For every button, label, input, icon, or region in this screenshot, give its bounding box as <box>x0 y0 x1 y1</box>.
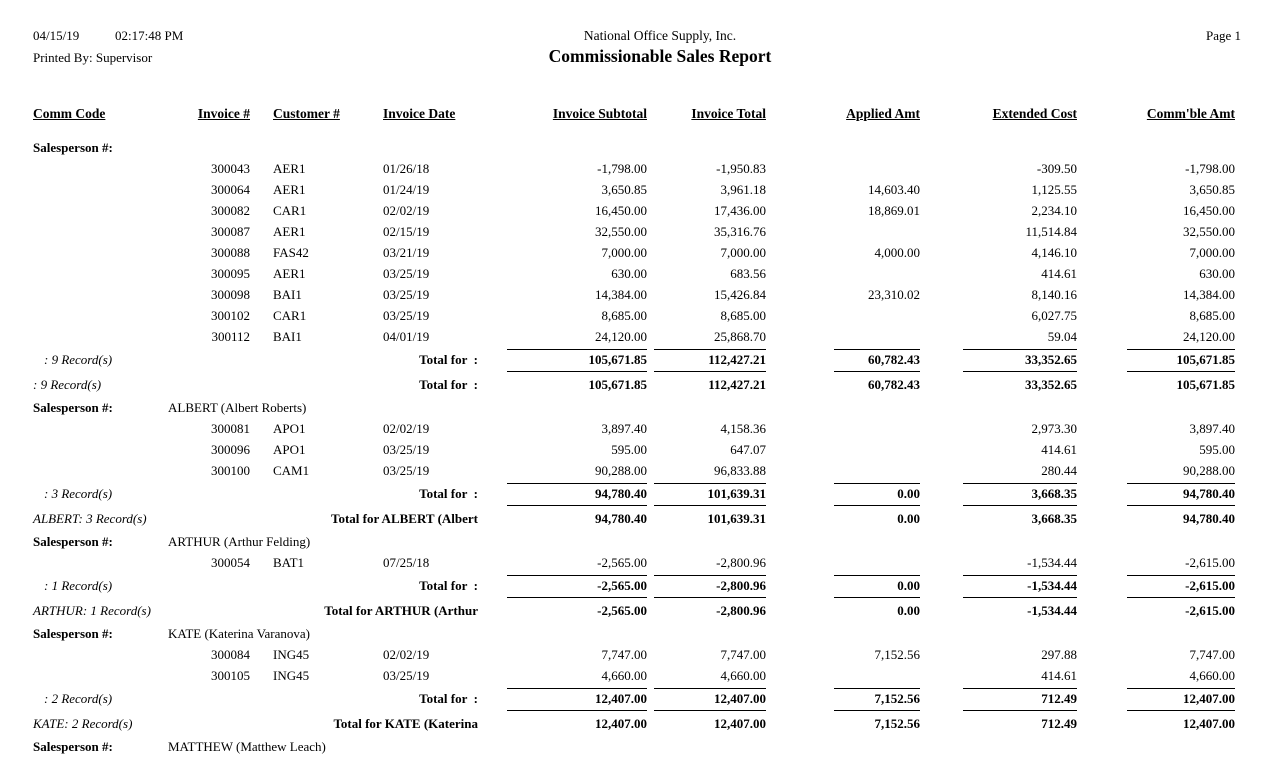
group-header-row <box>30 397 1235 418</box>
invoice-total-cell: 112,427.21 <box>708 377 766 392</box>
invoice-number-cell: 300105 <box>211 668 250 683</box>
invoice-number-cell: 300087 <box>211 224 250 239</box>
total-for-label: Total for : <box>419 578 478 593</box>
extended-cost-cell: 712.49 <box>963 688 1077 711</box>
invoice-total-cell: 112,427.21 <box>654 349 766 372</box>
extended-cost-cell: 11,514.84 <box>1025 224 1077 239</box>
commble-amt-cell: -1,798.00 <box>1185 161 1235 176</box>
extended-cost-cell: 33,352.65 <box>1025 377 1077 392</box>
salesperson-group <box>30 623 1235 736</box>
report-title: Commissionable Sales Report <box>548 46 772 66</box>
invoice-date-cell: 03/25/19 <box>383 287 430 302</box>
invoice-subtotal-cell: 24,120.00 <box>595 329 647 344</box>
customer-number-cell: AER1 <box>273 266 306 281</box>
commble-amt-cell: 595.00 <box>1199 442 1235 457</box>
total-for-label: Total for : <box>419 691 478 706</box>
record-count: : 2 Record(s) <box>44 691 113 706</box>
invoice-number-cell: 300081 <box>211 421 250 436</box>
invoice-date-cell: 03/25/19 <box>383 266 430 281</box>
column-header-commble-amt: Comm'ble Amt <box>1146 106 1235 121</box>
invoice-subtotal-cell: 94,780.40 <box>507 483 647 506</box>
printed-by: Printed By: Supervisor <box>33 50 153 65</box>
commble-amt-cell: 7,747.00 <box>1189 647 1235 662</box>
column-header-invoice-date: Invoice Date <box>383 106 456 121</box>
invoice-subtotal-cell: 630.00 <box>611 266 647 281</box>
invoice-date-cell: 01/24/19 <box>383 182 430 197</box>
invoice-total-cell: 683.56 <box>730 266 766 281</box>
applied-amt-cell: 7,152.56 <box>874 647 920 662</box>
applied-amt-cell: 7,152.56 <box>834 688 920 711</box>
total-for-label: Total for ARTHUR (Arthur <box>324 603 478 618</box>
column-header-row <box>30 103 1235 124</box>
invoice-number-cell: 300054 <box>211 555 250 570</box>
record-count: : 9 Record(s) <box>44 352 113 367</box>
invoice-row <box>30 665 1235 686</box>
report-body <box>30 137 1235 757</box>
column-header-comm-code: Comm Code <box>33 106 106 121</box>
invoice-subtotal-cell: 14,384.00 <box>595 287 647 302</box>
invoice-number-cell: 300096 <box>211 442 250 457</box>
applied-amt-cell: 4,000.00 <box>874 245 920 260</box>
invoice-row <box>30 305 1235 326</box>
extended-cost-cell: -1,534.44 <box>963 575 1077 598</box>
invoice-number-cell: 300100 <box>211 463 250 478</box>
invoice-row <box>30 221 1235 242</box>
invoice-total-cell: 7,000.00 <box>720 245 766 260</box>
invoice-total-cell: -2,800.96 <box>716 603 766 618</box>
extended-cost-cell: 59.04 <box>1047 329 1077 344</box>
report-date: 04/15/19 <box>33 28 80 43</box>
record-count: : 1 Record(s) <box>44 578 113 593</box>
total-for-label: Total for : <box>419 352 478 367</box>
applied-amt-cell: 0.00 <box>897 511 920 526</box>
group-header-row <box>30 137 1235 158</box>
customer-number-cell: BAT1 <box>273 555 305 570</box>
commble-amt-cell: 16,450.00 <box>1183 203 1235 218</box>
applied-amt-cell: 14,603.40 <box>868 182 920 197</box>
invoice-date-cell: 03/25/19 <box>383 442 430 457</box>
salesperson-name: ALBERT (Albert Roberts) <box>168 400 307 415</box>
customer-number-cell: FAS42 <box>273 245 309 260</box>
commble-amt-cell: 4,660.00 <box>1189 668 1235 683</box>
invoice-total-cell: -2,800.96 <box>716 555 766 570</box>
salesperson-group <box>30 531 1235 623</box>
invoice-number-cell: 300084 <box>211 647 250 662</box>
invoice-total-cell: 101,639.31 <box>707 511 766 526</box>
invoice-subtotal-cell: 90,288.00 <box>595 463 647 478</box>
column-header-extended-cost: Extended Cost <box>992 106 1077 121</box>
invoice-total-cell: 8,685.00 <box>720 308 766 323</box>
group-subtotal-row <box>30 481 1235 506</box>
column-header-customer-number: Customer # <box>273 106 340 121</box>
applied-amt-cell <box>766 439 920 460</box>
invoice-total-cell: 7,747.00 <box>720 647 766 662</box>
invoice-subtotal-cell: -2,565.00 <box>597 555 647 570</box>
invoice-subtotal-cell: -2,565.00 <box>507 575 647 598</box>
commble-amt-cell: 94,780.40 <box>1127 483 1235 506</box>
invoice-number-cell: 300043 <box>211 161 250 176</box>
invoice-total-cell: -1,950.83 <box>716 161 766 176</box>
invoice-date-cell: 02/15/19 <box>383 224 430 239</box>
invoice-date-cell: 03/25/19 <box>383 463 430 478</box>
record-count: KATE: 2 Record(s) <box>33 716 133 731</box>
salesperson-name: ARTHUR (Arthur Felding) <box>168 534 311 549</box>
commble-amt-cell: 90,288.00 <box>1183 463 1235 478</box>
column-header-applied-amt: Applied Amt <box>846 106 920 121</box>
salesperson-name: KATE (Katerina Varanova) <box>168 626 310 641</box>
customer-number-cell: AER1 <box>273 182 306 197</box>
commble-amt-cell: 32,550.00 <box>1183 224 1235 239</box>
invoice-row <box>30 326 1235 347</box>
extended-cost-cell: 414.61 <box>1041 442 1077 457</box>
invoice-number-cell: 300082 <box>211 203 250 218</box>
applied-amt-cell <box>766 418 920 439</box>
invoice-row <box>30 439 1235 460</box>
invoice-number-cell: 300098 <box>211 287 250 302</box>
total-for-label: Total for ALBERT (Albert <box>330 511 478 526</box>
invoice-number-cell: 300095 <box>211 266 250 281</box>
group-subtotal-row <box>30 573 1235 598</box>
invoice-total-cell: 35,316.76 <box>714 224 766 239</box>
group-total-row <box>30 711 1235 736</box>
customer-number-cell: AER1 <box>273 161 306 176</box>
group-total-row <box>30 506 1235 531</box>
applied-amt-cell: 0.00 <box>834 575 920 598</box>
column-header-invoice-total: Invoice Total <box>691 106 766 121</box>
commble-amt-cell: 12,407.00 <box>1127 688 1235 711</box>
invoice-number-cell: 300102 <box>211 308 250 323</box>
extended-cost-cell: 414.61 <box>1041 266 1077 281</box>
extended-cost-cell: -1,534.44 <box>1027 603 1077 618</box>
group-total-row <box>30 598 1235 623</box>
record-count: ALBERT: 3 Record(s) <box>33 511 147 526</box>
invoice-total-cell: 3,961.18 <box>720 182 766 197</box>
extended-cost-cell: -309.50 <box>1036 161 1077 176</box>
invoice-subtotal-cell: -1,798.00 <box>597 161 647 176</box>
invoice-row <box>30 263 1235 284</box>
applied-amt-cell: 60,782.43 <box>868 377 920 392</box>
invoice-total-cell: 4,660.00 <box>720 668 766 683</box>
invoice-number-cell: 300088 <box>211 245 250 260</box>
invoice-date-cell: 03/25/19 <box>383 668 430 683</box>
total-for-label: Total for KATE (Katerina <box>333 716 478 731</box>
commble-amt-cell: -2,615.00 <box>1127 575 1235 598</box>
applied-amt-cell: 0.00 <box>834 483 920 506</box>
customer-number-cell: CAR1 <box>273 203 307 218</box>
extended-cost-cell: 33,352.65 <box>963 349 1077 372</box>
invoice-subtotal-cell: 105,671.85 <box>588 377 647 392</box>
invoice-total-cell: 101,639.31 <box>654 483 766 506</box>
invoice-row <box>30 552 1235 573</box>
group-header-row <box>30 623 1235 644</box>
invoice-row <box>30 242 1235 263</box>
invoice-total-cell: 12,407.00 <box>654 688 766 711</box>
invoice-number-cell: 300112 <box>211 329 250 344</box>
invoice-subtotal-cell: -2,565.00 <box>597 603 647 618</box>
invoice-date-cell: 02/02/19 <box>383 421 430 436</box>
salesperson-label: Salesperson #: <box>33 626 113 641</box>
invoice-subtotal-cell: 32,550.00 <box>595 224 647 239</box>
salesperson-label: Salesperson #: <box>33 400 113 415</box>
invoice-date-cell: 01/26/18 <box>383 161 430 176</box>
applied-amt-cell <box>766 221 920 242</box>
extended-cost-cell: 1,125.55 <box>1031 182 1077 197</box>
invoice-total-cell: 17,436.00 <box>714 203 766 218</box>
extended-cost-cell: 414.61 <box>1041 668 1077 683</box>
invoice-subtotal-cell: 4,660.00 <box>601 668 647 683</box>
column-header-invoice-number: Invoice # <box>197 106 250 121</box>
customer-number-cell: BAI1 <box>273 287 302 302</box>
invoice-subtotal-cell: 8,685.00 <box>601 308 647 323</box>
applied-amt-cell <box>766 326 920 347</box>
record-count: : 3 Record(s) <box>44 486 113 501</box>
salesperson-label: Salesperson #: <box>33 739 113 754</box>
extended-cost-cell: 8,140.16 <box>1031 287 1077 302</box>
commble-amt-cell: -2,615.00 <box>1185 555 1235 570</box>
applied-amt-cell: 23,310.02 <box>868 287 920 302</box>
salesperson-label: Salesperson #: <box>33 534 113 549</box>
commble-amt-cell: 7,000.00 <box>1189 245 1235 260</box>
invoice-subtotal-cell: 105,671.85 <box>507 349 647 372</box>
commble-amt-cell: 12,407.00 <box>1183 716 1235 731</box>
salesperson-group <box>30 137 1235 397</box>
invoice-subtotal-cell: 7,000.00 <box>601 245 647 260</box>
invoice-number-cell: 300064 <box>211 182 250 197</box>
commble-amt-cell: 94,780.40 <box>1183 511 1235 526</box>
applied-amt-cell: 0.00 <box>897 603 920 618</box>
commble-amt-cell: 3,650.85 <box>1189 182 1235 197</box>
applied-amt-cell <box>766 665 920 686</box>
invoice-subtotal-cell: 7,747.00 <box>601 647 647 662</box>
total-for-label: Total for : <box>419 377 478 392</box>
applied-amt-cell <box>766 263 920 284</box>
invoice-total-cell: 96,833.88 <box>714 463 766 478</box>
invoice-subtotal-cell: 16,450.00 <box>595 203 647 218</box>
invoice-row <box>30 418 1235 439</box>
invoice-date-cell: 07/25/18 <box>383 555 430 570</box>
customer-number-cell: ING45 <box>273 668 310 683</box>
invoice-total-cell: 4,158.36 <box>720 421 766 436</box>
extended-cost-cell: 3,668.35 <box>963 483 1077 506</box>
applied-amt-cell: 7,152.56 <box>874 716 920 731</box>
invoice-row <box>30 644 1235 665</box>
invoice-date-cell: 03/21/19 <box>383 245 430 260</box>
customer-number-cell: APO1 <box>273 442 306 457</box>
report-time: 02:17:48 PM <box>115 28 184 43</box>
extended-cost-cell: 2,234.10 <box>1031 203 1077 218</box>
group-subtotal-row <box>30 347 1235 372</box>
customer-number-cell: APO1 <box>273 421 306 436</box>
invoice-date-cell: 02/02/19 <box>383 203 430 218</box>
invoice-row <box>30 284 1235 305</box>
company-name: National Office Supply, Inc. <box>583 28 737 43</box>
column-header-invoice-subtotal: Invoice Subtotal <box>552 106 647 121</box>
partial-group-header-row <box>30 736 1235 757</box>
customer-number-cell: BAI1 <box>273 329 302 344</box>
invoice-date-cell: 03/25/19 <box>383 308 430 323</box>
invoice-total-cell: 647.07 <box>730 442 766 457</box>
group-subtotal-row <box>30 686 1235 711</box>
applied-amt-cell: 60,782.43 <box>834 349 920 372</box>
commble-amt-cell: -2,615.00 <box>1185 603 1235 618</box>
invoice-date-cell: 04/01/19 <box>383 329 430 344</box>
salesperson-group <box>30 397 1235 531</box>
report-header <box>30 0 1241 137</box>
salesperson-name: MATTHEW (Matthew Leach) <box>168 739 326 754</box>
commble-amt-cell: 24,120.00 <box>1183 329 1235 344</box>
applied-amt-cell <box>766 305 920 326</box>
invoice-total-cell: -2,800.96 <box>654 575 766 598</box>
invoice-row <box>30 158 1235 179</box>
salesperson-label: Salesperson #: <box>33 140 113 155</box>
commble-amt-cell: 8,685.00 <box>1189 308 1235 323</box>
customer-number-cell: CAR1 <box>273 308 307 323</box>
extended-cost-cell: 2,973.30 <box>1031 421 1077 436</box>
invoice-total-cell: 25,868.70 <box>714 329 766 344</box>
extended-cost-cell: 3,668.35 <box>1031 511 1077 526</box>
commble-amt-cell: 630.00 <box>1199 266 1235 281</box>
invoice-total-cell: 15,426.84 <box>714 287 766 302</box>
extended-cost-cell: 712.49 <box>1041 716 1077 731</box>
customer-number-cell: AER1 <box>273 224 306 239</box>
total-for-label: Total for : <box>419 486 478 501</box>
salesperson-name <box>168 137 450 158</box>
extended-cost-cell: 280.44 <box>1041 463 1077 478</box>
record-count: : 9 Record(s) <box>33 377 102 392</box>
extended-cost-cell: 4,146.10 <box>1031 245 1077 260</box>
commble-amt-cell: 3,897.40 <box>1189 421 1235 436</box>
commble-amt-cell: 105,671.85 <box>1176 377 1235 392</box>
commble-amt-cell: 105,671.85 <box>1127 349 1235 372</box>
invoice-subtotal-cell: 12,407.00 <box>595 716 647 731</box>
group-total-row <box>30 372 1235 397</box>
invoice-subtotal-cell: 12,407.00 <box>507 688 647 711</box>
customer-number-cell: ING45 <box>273 647 310 662</box>
invoice-total-cell: 12,407.00 <box>714 716 766 731</box>
invoice-subtotal-cell: 94,780.40 <box>595 511 647 526</box>
extended-cost-cell: -1,534.44 <box>1027 555 1077 570</box>
invoice-row <box>30 200 1235 221</box>
extended-cost-cell: 6,027.75 <box>1031 308 1077 323</box>
page-number: Page 1 <box>1205 28 1241 43</box>
applied-amt-cell <box>766 552 920 573</box>
invoice-row <box>30 179 1235 200</box>
invoice-subtotal-cell: 3,897.40 <box>601 421 647 436</box>
applied-amt-cell <box>766 158 920 179</box>
applied-amt-cell: 18,869.01 <box>868 203 920 218</box>
invoice-date-cell: 02/02/19 <box>383 647 430 662</box>
invoice-subtotal-cell: 595.00 <box>611 442 647 457</box>
group-header-row <box>30 531 1235 552</box>
invoice-subtotal-cell: 3,650.85 <box>601 182 647 197</box>
customer-number-cell: CAM1 <box>273 463 310 478</box>
record-count: ARTHUR: 1 Record(s) <box>33 603 151 618</box>
commble-amt-cell: 14,384.00 <box>1183 287 1235 302</box>
applied-amt-cell <box>766 460 920 481</box>
extended-cost-cell: 297.88 <box>1041 647 1077 662</box>
invoice-row <box>30 460 1235 481</box>
